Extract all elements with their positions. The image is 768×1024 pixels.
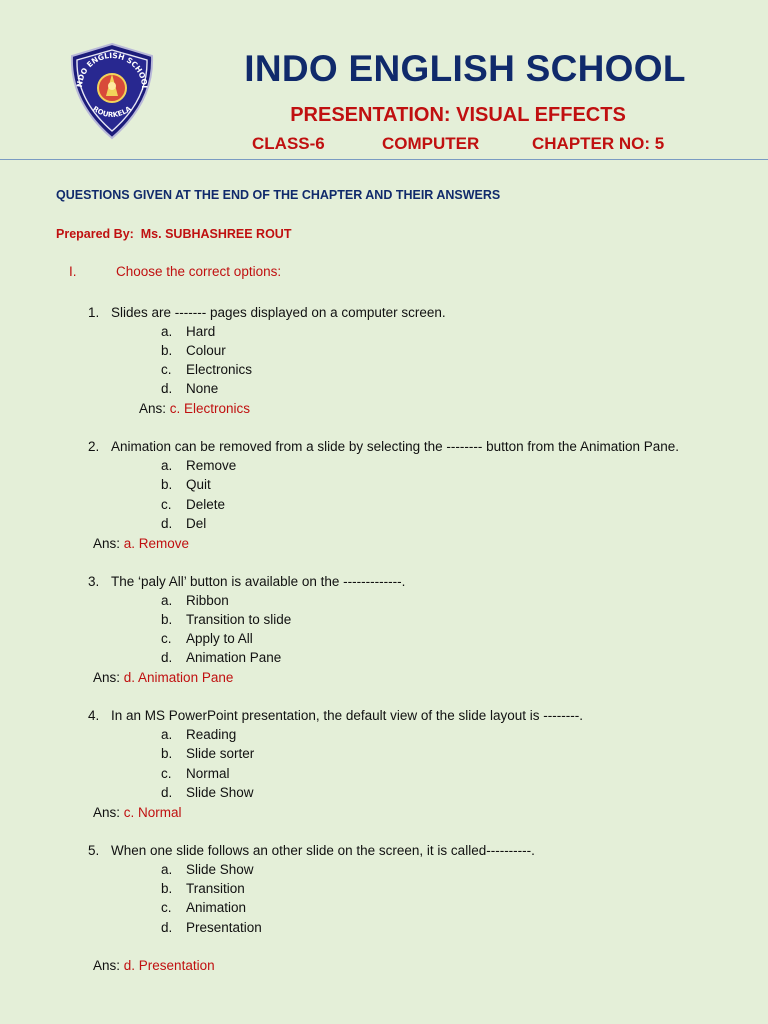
answer-label: Ans: (93, 958, 121, 973)
question-number: 5. (88, 843, 100, 858)
questions-heading: QUESTIONS GIVEN AT THE END OF THE CHAPTER AND THEIR ANSWERS (56, 188, 501, 202)
answer-value: a. Remove (123, 536, 190, 551)
question-text: Slides are ------- pages displayed on a computer screen. (111, 305, 446, 320)
option-text: Delete (186, 497, 226, 512)
option-text: Apply to All (186, 631, 253, 646)
section-numeral: I. (69, 264, 77, 279)
answer-value: c. Normal (123, 805, 182, 820)
option-letter: a. (161, 593, 173, 608)
option-letter: d. (161, 381, 173, 396)
option-letter: a. (161, 862, 173, 877)
option-letter: b. (161, 612, 173, 627)
option-letter: c. (161, 362, 172, 377)
prepared-by (56, 227, 291, 241)
option-text: Transition (186, 881, 245, 896)
answer-line (139, 399, 250, 418)
prepared-by-name: Ms. SUBHASHREE ROUT (140, 227, 292, 241)
option-letter: a. (161, 324, 173, 339)
question-text: When one slide follows an other slide on the screen, it is called----------. (111, 843, 535, 858)
option-text: Transition to slide (186, 612, 292, 627)
option-letter: d. (161, 785, 173, 800)
option-letter: a. (161, 727, 173, 742)
option-letter: c. (161, 497, 172, 512)
question-number: 1. (88, 305, 100, 320)
option-text: Electronics (186, 362, 253, 377)
class-label: CLASS-6 (252, 134, 325, 153)
answer-label: Ans: (93, 805, 121, 820)
option-text: Reading (186, 727, 237, 742)
answer-value: d. Animation Pane (123, 670, 234, 685)
answer-line (93, 803, 182, 822)
option-text: Normal (186, 766, 230, 781)
option-text: Slide Show (186, 785, 254, 800)
presentation-title: PRESENTATION: VISUAL EFFECTS (290, 104, 626, 126)
option-text: Animation Pane (186, 650, 282, 665)
option-text: Hard (186, 324, 216, 339)
option-text: Colour (186, 343, 226, 358)
question-number: 2. (88, 439, 100, 454)
answer-label: Ans: (93, 670, 121, 685)
option-letter: d. (161, 920, 173, 935)
option-letter: c. (161, 900, 172, 915)
section-title: Choose the correct options: (116, 264, 282, 279)
answer-line (93, 668, 233, 687)
answer-label: Ans: (139, 401, 167, 416)
option-letter: c. (161, 631, 172, 646)
option-letter: b. (161, 746, 173, 761)
answer-value: d. Presentation (123, 958, 215, 973)
school-name: INDO ENGLISH SCHOOL (244, 48, 686, 89)
answer-label: Ans: (93, 536, 121, 551)
option-text: Presentation (186, 920, 262, 935)
option-letter: b. (161, 343, 173, 358)
chapter-label: CHAPTER NO: 5 (532, 134, 665, 153)
option-text: Del (186, 516, 207, 531)
question-text: In an MS PowerPoint presentation, the default view of the slide layout is --------. (111, 708, 583, 723)
option-letter: d. (161, 516, 173, 531)
option-text: Slide Show (186, 862, 254, 877)
question-number: 4. (88, 708, 100, 723)
option-text: Slide sorter (186, 746, 255, 761)
option-letter: a. (161, 458, 173, 473)
question-text: Animation can be removed from a slide by selecting the -------- button from the Animation Pane. (111, 439, 680, 454)
answer-value: c. Electronics (169, 401, 251, 416)
subject-label: COMPUTER (382, 134, 480, 153)
question-number: 3. (88, 574, 100, 589)
option-text: Quit (186, 477, 211, 492)
answer-line (93, 534, 189, 553)
question-text: The ‘paly All’ button is available on the -------------. (111, 574, 406, 589)
option-text: None (186, 381, 219, 396)
option-letter: b. (161, 881, 173, 896)
svg-text:INDO ENGLISH SCHOOL: NDO ENGLISH SCHOOL (74, 50, 150, 91)
option-letter: c. (161, 766, 172, 781)
answer-line (93, 956, 215, 975)
svg-text:ROURKELA: ROURKELA (91, 104, 133, 120)
option-text: Remove (186, 458, 237, 473)
option-text: Animation (186, 900, 247, 915)
option-text: Ribbon (186, 593, 229, 608)
header-divider (0, 159, 768, 160)
prepared-by-label: Prepared By: (56, 227, 134, 241)
option-letter: b. (161, 477, 173, 492)
option-letter: d. (161, 650, 173, 665)
